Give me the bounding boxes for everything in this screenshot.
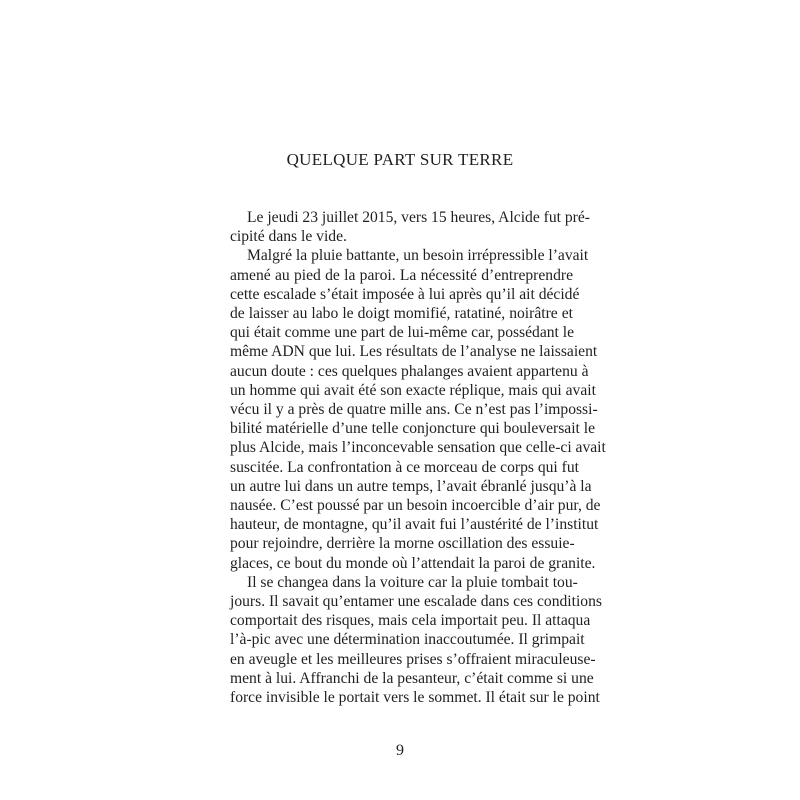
text-line: bilité matérielle d’une telle conjoncture qui bouleversait le [230,420,596,438]
page-number: 9 [396,742,404,759]
body-text [230,208,606,707]
text-line: Malgré la pluie battante, un besoin irrépressible l’avait [247,247,589,265]
text-line: de laisser au labo le doigt momifié, ratatiné, noirâtre et [230,305,573,323]
text-line: hauteur, de montagne, qu’il avait fui l’austérité de l’institut [230,516,599,534]
text-line: cette escalade s’était imposée à lui après qu’il ait décidé [230,285,580,303]
text-line: ment à lui. Affranchi de la pesanteur, c’était comme si une [230,669,594,687]
text-line: même ADN que lui. Les résultats de l’analyse ne laissaient [230,343,598,361]
chapter-title: QUELQUE PART SUR TERRE [286,150,514,169]
text-line: pour rejoindre, derrière la morne oscillation des essuie- [230,535,575,553]
text-line: en aveugle et les meilleures prises s’offraient miraculeuse- [230,650,596,668]
text-line: plus Alcide, mais l’inconcevable sensation que celle-ci avait [230,439,606,457]
text-line: cipité dans le vide. [230,228,347,246]
text-line: nausée. C’est poussé par un besoin incoercible d’air pur, de [230,497,601,515]
text-line: comportait des risques, mais cela importait peu. Il attaqua [230,612,591,630]
text-line: glaces, ce bout du monde où l’attendait la paroi de granite. [230,554,596,572]
text-line: suscitée. La confrontation à ce morceau de corps qui fut [230,458,579,476]
text-line: jours. Il savait qu’entamer une escalade dans ces conditions [230,593,602,611]
text-line: l’à-pic avec une détermination inaccoutumée. Il grimpait [230,631,585,649]
text-line: vécu il y a près de quatre mille ans. Ce n’est pas l’impossi- [230,401,598,419]
text-line: un homme qui avait été son exacte réplique, mais qui avait [230,381,596,399]
text-line: qui était comme une part de lui-même car, possédant le [230,324,575,342]
text-line: Le jeudi 23 juillet 2015, vers 15 heures, Alcide fut pré- [247,209,590,226]
text-line: force invisible le portait vers le sommet. Il était sur le point [230,689,600,707]
text-line: aucun doute : ces quelques phalanges avaient appartenu à [230,362,589,380]
text-line: un autre lui dans un autre temps, l’avait ébranlé jusqu’à la [230,477,592,495]
text-line: Il se changea dans la voiture car la pluie tombait tou- [247,573,578,591]
text-line: amené au pied de la paroi. La nécessité d’entreprendre [230,266,573,284]
